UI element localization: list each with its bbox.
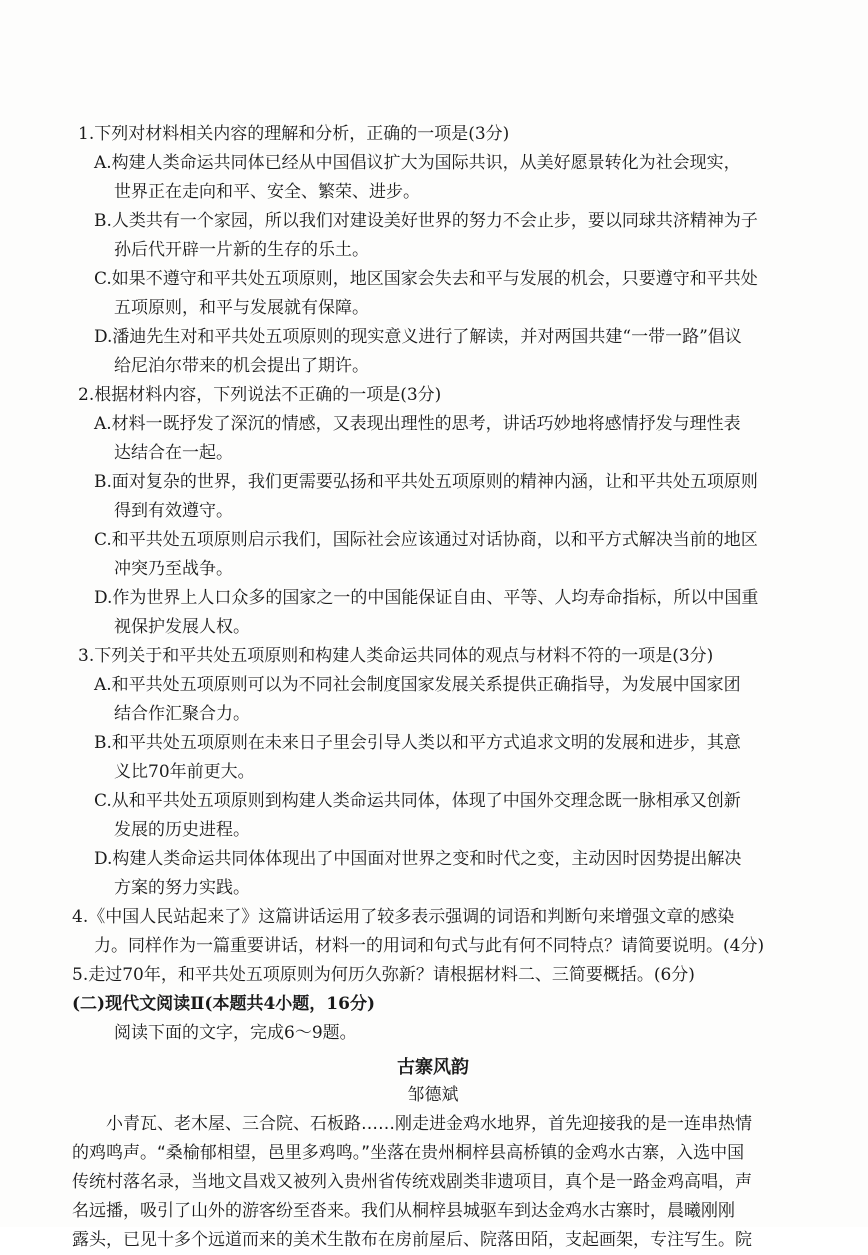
article-body	[72, 1110, 794, 1255]
option-continuation: 世界正在走向和平、安全、繁荣、进步。	[114, 182, 420, 202]
option-continuation: 得到有效遵守。	[114, 501, 233, 521]
option-c	[78, 787, 788, 845]
article	[72, 1054, 788, 1255]
option-line: A.材料一既抒发了深沉的情感，又表现出理性的思考，讲话巧妙地将感情抒发与理性表	[94, 414, 741, 434]
question-stem: 1.下列对材料相关内容的理解和分析，正确的一项是(3分)	[78, 124, 510, 144]
option-continuation: 达结合在一起。	[114, 443, 233, 463]
question-3	[78, 642, 788, 903]
article-line: 小青瓦、老木屋、三合院、石板路……刚走进金鸡水地界，首先迎接我的是一连串热情	[106, 1114, 752, 1134]
question-2	[78, 381, 788, 642]
option-line: B.面对复杂的世界，我们更需要弘扬和平共处五项原则的精神内涵，让和平共处五项原则	[94, 472, 758, 492]
article-line: 传统村落名录，当地文昌戏又被列入贵州省传统戏剧类非遗项目，真个是一路金鸡高唱，声	[72, 1172, 752, 1192]
option-d	[78, 845, 788, 903]
question-1	[78, 120, 788, 381]
option-line: C.从和平共处五项原则到构建人类命运共同体，体现了中国外交理念既一脉相承又创新	[94, 791, 741, 811]
option-d	[78, 584, 788, 642]
option-d	[78, 323, 788, 381]
article-line: 露头，已见十多个远道而来的美术生散布在房前屋后、院落田陌，支起画架，专注写生。院	[72, 1230, 752, 1250]
question-5: 5.走过70年，和平共处五项原则为何历久弥新？请根据材料二、三简要概括。(6分)	[72, 965, 695, 985]
article-author: 邹德斌	[407, 1085, 459, 1105]
section-heading: (二)现代文阅读Ⅱ(本题共4小题，16分)	[72, 994, 375, 1014]
option-b	[78, 729, 788, 787]
option-continuation: 结合作汇聚合力。	[114, 704, 250, 724]
option-continuation: 视保护发展人权。	[114, 617, 250, 637]
option-a	[78, 149, 788, 207]
option-c	[78, 265, 788, 323]
option-continuation: 孙后代开辟一片新的生存的乐土。	[114, 240, 369, 260]
page-content	[72, 120, 788, 1255]
option-continuation: 五项原则，和平与发展就有保障。	[114, 298, 369, 318]
question-stem: 4.《中国人民站起来了》这篇讲话运用了较多表示强调的词语和判断句来增强文章的感染	[72, 907, 735, 927]
option-line: C.和平共处五项原则启示我们，国际社会应该通过对话协商，以和平方式解决当前的地区	[94, 530, 758, 550]
option-continuation: 义比70年前更大。	[114, 762, 255, 782]
option-line: D.作为世界上人口众多的国家之一的中国能保证自由、平等、人均寿命指标，所以中国重	[94, 588, 759, 608]
option-line: D.构建人类命运共同体体现出了中国面对世界之变和时代之变，主动因时因势提出解决	[94, 849, 742, 869]
option-b	[78, 468, 788, 526]
section-instruction: 阅读下面的文字，完成6～9题。	[114, 1023, 357, 1043]
option-continuation: 给尼泊尔带来的机会提出了期许。	[114, 356, 369, 376]
option-continuation: 方案的努力实践。	[114, 878, 250, 898]
option-continuation: 冲突乃至战争。	[114, 559, 233, 579]
option-line: B.人类共有一个家园，所以我们对建设美好世界的努力不会止步，要以同球共济精神为子	[94, 211, 758, 231]
option-line: A.构建人类命运共同体已经从中国倡议扩大为国际共识，从美好愿景转化为社会现实，	[94, 153, 741, 173]
article-title: 古寨风韵	[397, 1057, 469, 1078]
option-b	[78, 207, 788, 265]
option-line: C.如果不遵守和平共处五项原则，地区国家会失去和平与发展的机会，只要遵守和平共处	[94, 269, 758, 289]
question-4	[72, 903, 794, 961]
option-line: A.和平共处五项原则可以为不同社会制度国家发展关系提供正确指导，为发展中国家团	[94, 675, 741, 695]
option-a	[78, 671, 788, 729]
question-continuation: 力。同样作为一篇重要讲话，材料一的用词和句式与此有何不同特点？请简要说明。(4分)	[94, 936, 765, 956]
option-continuation: 发展的历史进程。	[114, 820, 250, 840]
question-stem: 2.根据材料内容，下列说法不正确的一项是(3分)	[78, 385, 442, 405]
article-line: 名远播，吸引了山外的游客纷至沓来。我们从桐梓县城驱车到达金鸡水古寨时，晨曦刚刚	[72, 1201, 735, 1221]
option-c	[78, 526, 788, 584]
option-line: D.潘迪先生对和平共处五项原则的现实意义进行了解读，并对两国共建“一带一路”倡议	[94, 327, 742, 347]
question-stem: 3.下列关于和平共处五项原则和构建人类命运共同体的观点与材料不符的一项是(3分)	[78, 646, 714, 666]
option-a	[78, 410, 788, 468]
article-line: 的鸡鸣声。“桑榆郁相望，邑里多鸡鸣。”坐落在贵州桐梓县高桥镇的金鸡水古寨，入选中国	[72, 1143, 745, 1163]
option-line: B.和平共处五项原则在未来日子里会引导人类以和平方式追求文明的发展和进步，其意	[94, 733, 741, 753]
